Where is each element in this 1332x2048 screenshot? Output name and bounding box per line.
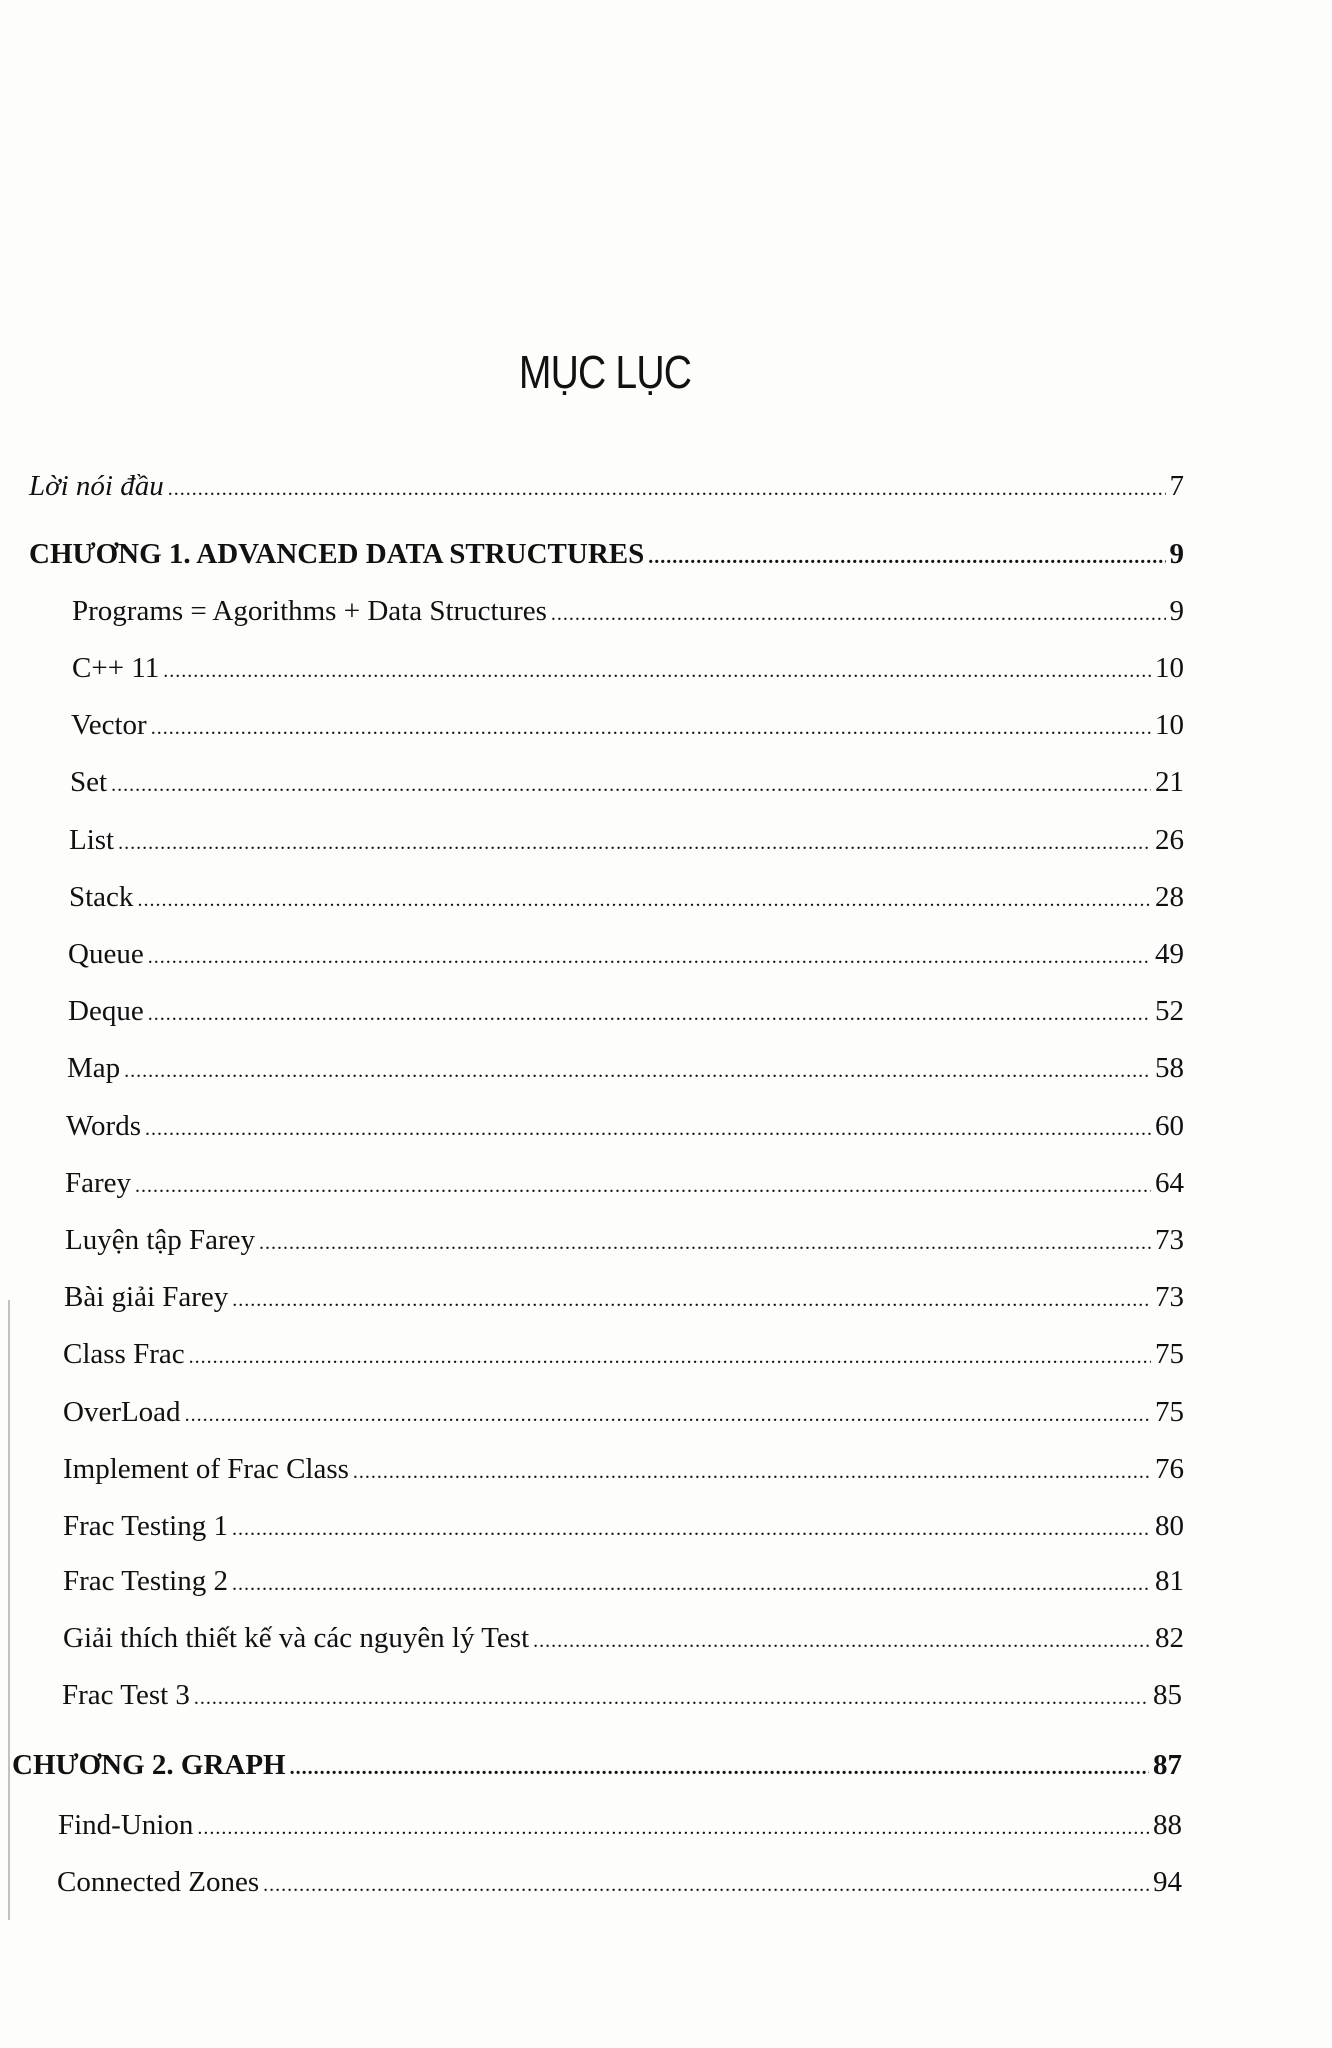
toc-entry-page: 81	[1155, 1565, 1184, 1597]
dot-leader	[533, 1630, 1151, 1653]
toc-entry-page: 10	[1155, 709, 1184, 741]
toc-entry-page: 64	[1155, 1167, 1184, 1199]
toc-entry-page: 60	[1155, 1110, 1184, 1142]
dot-leader	[648, 546, 1165, 569]
toc-entry	[71, 709, 1184, 742]
toc-entry	[29, 470, 1184, 503]
toc-entry-page: 76	[1155, 1453, 1184, 1485]
toc-entry-page: 75	[1155, 1338, 1184, 1370]
toc-entry-label: Queue	[68, 938, 144, 970]
toc-entry	[64, 1281, 1184, 1314]
toc-entry-label: C++ 11	[72, 652, 160, 684]
toc-entry-label: Words	[66, 1110, 141, 1142]
toc-entry-label: Implement of Frac Class	[63, 1453, 349, 1485]
toc-entry-label: Stack	[69, 881, 134, 913]
dot-leader	[111, 774, 1151, 797]
dot-leader	[163, 660, 1151, 683]
toc-entry-page: 9	[1169, 538, 1184, 570]
dot-leader	[551, 603, 1166, 626]
toc-entry	[58, 1809, 1182, 1842]
toc-entry-label: Find-Union	[58, 1809, 194, 1841]
toc-entry-label: List	[69, 824, 115, 856]
toc-entry	[63, 1338, 1184, 1371]
toc-entry-label: Vector	[71, 709, 147, 741]
dot-leader	[151, 717, 1151, 740]
toc-chapter-entry	[12, 1749, 1182, 1782]
dot-leader	[137, 889, 1151, 912]
toc-entry	[72, 652, 1184, 685]
toc-entry	[57, 1866, 1182, 1899]
toc-entry-page: 28	[1155, 881, 1184, 913]
toc-entry-page: 52	[1155, 995, 1184, 1027]
toc-entry-page: 87	[1153, 1749, 1182, 1781]
toc-chapter-entry	[29, 538, 1184, 571]
toc-entry-page: 73	[1155, 1281, 1184, 1313]
toc-entry-label: Farey	[65, 1167, 132, 1199]
toc-entry-page: 73	[1155, 1224, 1184, 1256]
toc-entry-page: 88	[1153, 1809, 1182, 1841]
toc-entry-page: 94	[1153, 1866, 1182, 1898]
dot-leader	[232, 1573, 1151, 1596]
dot-leader	[353, 1461, 1151, 1484]
toc-entry-label: Class Frac	[63, 1338, 185, 1370]
toc-entry	[69, 824, 1184, 857]
toc-entry	[63, 1453, 1184, 1486]
scan-edge-shadow	[8, 1300, 10, 1920]
toc-entry-page: 26	[1155, 824, 1184, 856]
toc-entry-label: Map	[67, 1052, 121, 1084]
dot-leader	[259, 1232, 1151, 1255]
dot-leader	[148, 946, 1151, 969]
toc-entry-page: 58	[1155, 1052, 1184, 1084]
toc-entry-label: Bài giải Farey	[64, 1281, 229, 1313]
toc-entry	[66, 1110, 1184, 1143]
dot-leader	[194, 1687, 1149, 1710]
toc-entry-label: Lời nói đầu	[29, 470, 164, 502]
toc-entry	[65, 1167, 1184, 1200]
toc-entry-page: 49	[1155, 938, 1184, 970]
toc-entry	[68, 938, 1184, 971]
toc-entry-page: 82	[1155, 1622, 1184, 1654]
dot-leader	[290, 1757, 1149, 1780]
toc-entry	[68, 995, 1184, 1028]
toc-entry-label: OverLoad	[63, 1396, 181, 1428]
toc-entry-page: 21	[1155, 766, 1184, 798]
page-title: MỤC LỤC	[518, 346, 692, 398]
toc-entry	[63, 1396, 1184, 1429]
dot-leader	[263, 1874, 1149, 1897]
toc-entry-label: Set	[70, 766, 108, 798]
toc-entry-page: 75	[1155, 1396, 1184, 1428]
toc-entry	[65, 1224, 1184, 1257]
toc-entry	[70, 766, 1184, 799]
toc-entry	[69, 881, 1184, 914]
dot-leader	[124, 1060, 1151, 1083]
toc-entry-label: CHƯƠNG 2. GRAPH	[12, 1749, 286, 1781]
toc-entry-label: Frac Testing 1	[63, 1510, 228, 1542]
dot-leader	[197, 1817, 1149, 1840]
toc-entry-label: Frac Testing 2	[63, 1565, 228, 1597]
toc-entry	[63, 1565, 1184, 1598]
toc-entry	[63, 1622, 1184, 1655]
dot-leader	[189, 1346, 1151, 1369]
dot-leader	[148, 1003, 1151, 1026]
toc-entry-label: Giải thích thiết kế và các nguyên lý Test	[63, 1622, 530, 1654]
dot-leader	[145, 1118, 1151, 1141]
dot-leader	[118, 832, 1151, 855]
dot-leader	[232, 1289, 1151, 1312]
toc-entry	[62, 1679, 1182, 1712]
toc-entry	[63, 1510, 1184, 1543]
toc-entry-page: 9	[1169, 595, 1184, 627]
dot-leader	[232, 1518, 1151, 1541]
toc-entry	[72, 595, 1184, 628]
dot-leader	[185, 1404, 1151, 1427]
toc-entry-page: 80	[1155, 1510, 1184, 1542]
toc-entry-page: 7	[1169, 470, 1184, 502]
toc-entry-page: 10	[1155, 652, 1184, 684]
dot-leader	[168, 478, 1166, 501]
toc-entry-label: Deque	[68, 995, 144, 1027]
dot-leader	[135, 1175, 1151, 1198]
toc-entry-label: Frac Test 3	[62, 1679, 190, 1711]
toc-entry-page: 85	[1153, 1679, 1182, 1711]
toc-entry-label: Programs = Agorithms + Data Structures	[72, 595, 547, 627]
toc-entry-label: CHƯƠNG 1. ADVANCED DATA STRUCTURES	[29, 538, 645, 570]
toc-entry-label: Luyện tập Farey	[65, 1224, 256, 1256]
toc-entry	[67, 1052, 1184, 1085]
toc-entry-label: Connected Zones	[57, 1866, 260, 1898]
